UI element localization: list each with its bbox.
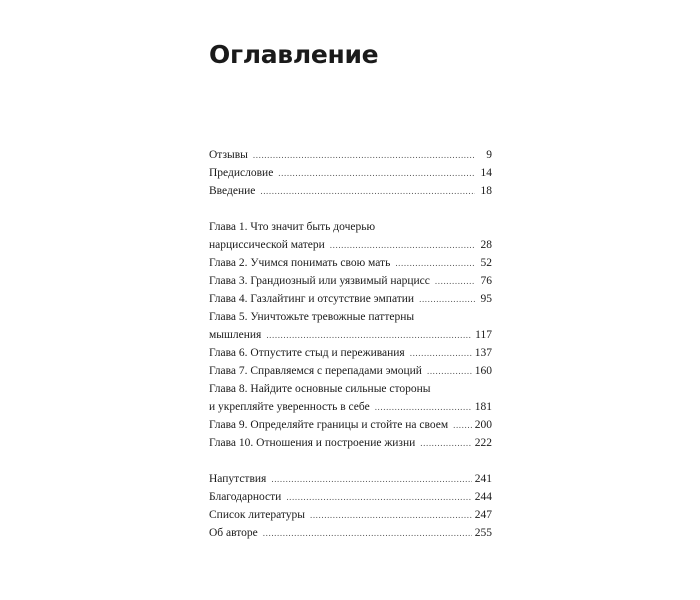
toc-entry[interactable] <box>209 308 492 344</box>
toc-entry[interactable] <box>209 362 492 380</box>
dot-leader <box>253 146 475 164</box>
toc-entry-title: Об авторе <box>209 527 258 539</box>
toc-entry-title: и укрепляйте уверенность в себе <box>209 401 370 413</box>
table-of-contents <box>209 146 492 542</box>
toc-entry[interactable] <box>209 434 492 452</box>
dot-leader <box>395 254 475 272</box>
dot-leader <box>278 164 475 182</box>
toc-entry-title: Предисловие <box>209 167 274 179</box>
toc-entry-title: Список литературы <box>209 509 305 521</box>
toc-entry[interactable] <box>209 290 492 308</box>
toc-entry-title: нарциссической матери <box>209 239 325 251</box>
toc-entry[interactable] <box>209 416 492 434</box>
toc-entry[interactable] <box>209 344 492 362</box>
toc-entry-title: Благодарности <box>209 491 282 503</box>
toc-entry-title-line: Глава 8. Найдите основные сильные стороны <box>209 383 431 395</box>
toc-page-number: 117 <box>475 329 492 341</box>
toc-entry-title-line: Глава 1. Что значит быть дочерью <box>209 221 376 233</box>
toc-page-number: 255 <box>474 527 492 539</box>
page-title: Оглавление <box>209 40 379 69</box>
toc-page-number: 18 <box>480 185 492 197</box>
toc-entry-title: Напутствия <box>209 473 267 485</box>
toc-page-number: 244 <box>474 491 492 503</box>
toc-page-number: 95 <box>480 293 492 305</box>
toc-section <box>209 218 492 452</box>
toc-entry-title: Глава 4. Газлайтинг и отсутствие эмпатии <box>209 293 415 305</box>
dot-leader <box>427 362 472 380</box>
toc-entry-title: Глава 6. Отпустите стыд и переживания <box>209 347 405 359</box>
dot-leader <box>286 488 471 506</box>
toc-entry-title: мышления <box>209 329 262 341</box>
toc-page-number: 76 <box>480 275 492 287</box>
toc-page-number: 28 <box>480 239 492 251</box>
toc-entry-title-line: Глава 5. Уничтожьте тревожные паттерны <box>209 311 415 323</box>
dot-leader <box>310 506 472 524</box>
toc-page-number: 181 <box>474 401 492 413</box>
toc-entry[interactable] <box>209 506 492 524</box>
toc-page-number: 222 <box>474 437 492 449</box>
toc-entry[interactable] <box>209 146 492 164</box>
toc-section <box>209 470 492 542</box>
dot-leader <box>435 272 475 290</box>
toc-page-number: 200 <box>474 419 492 431</box>
dot-leader <box>410 344 472 362</box>
toc-entry[interactable] <box>209 218 492 254</box>
toc-page-number: 52 <box>480 257 492 269</box>
toc-entry[interactable] <box>209 470 492 488</box>
toc-entry-title: Глава 3. Грандиозный или уязвимый нарцисс <box>209 275 430 287</box>
dot-leader <box>266 326 472 344</box>
toc-section <box>209 146 492 200</box>
dot-leader <box>271 470 471 488</box>
toc-entry[interactable] <box>209 380 492 416</box>
toc-page-number: 9 <box>486 149 492 161</box>
toc-entry-title: Глава 2. Учимся понимать свою мать <box>209 257 391 269</box>
dot-leader <box>375 398 472 416</box>
toc-entry-title: Глава 10. Отношения и построение жизни <box>209 437 416 449</box>
toc-page-number: 241 <box>474 473 492 485</box>
toc-entry[interactable] <box>209 488 492 506</box>
toc-entry[interactable] <box>209 182 492 200</box>
toc-entry[interactable] <box>209 164 492 182</box>
toc-entry-title: Глава 9. Определяйте границы и стойте на своем <box>209 419 449 431</box>
dot-leader <box>420 434 471 452</box>
toc-page-number: 247 <box>474 509 492 521</box>
dot-leader <box>453 416 472 434</box>
dot-leader <box>260 182 475 200</box>
dot-leader <box>330 236 475 254</box>
toc-entry[interactable] <box>209 524 492 542</box>
toc-entry-title: Отзывы <box>209 149 248 161</box>
toc-entry[interactable] <box>209 272 492 290</box>
dot-leader <box>263 524 472 542</box>
toc-entry-title: Глава 7. Справляемся с перепадами эмоций <box>209 365 422 377</box>
toc-page-number: 160 <box>474 365 492 377</box>
toc-entry[interactable] <box>209 254 492 272</box>
toc-page-number: 137 <box>474 347 492 359</box>
toc-page-number: 14 <box>480 167 492 179</box>
dot-leader <box>419 290 475 308</box>
toc-entry-title: Введение <box>209 185 256 197</box>
